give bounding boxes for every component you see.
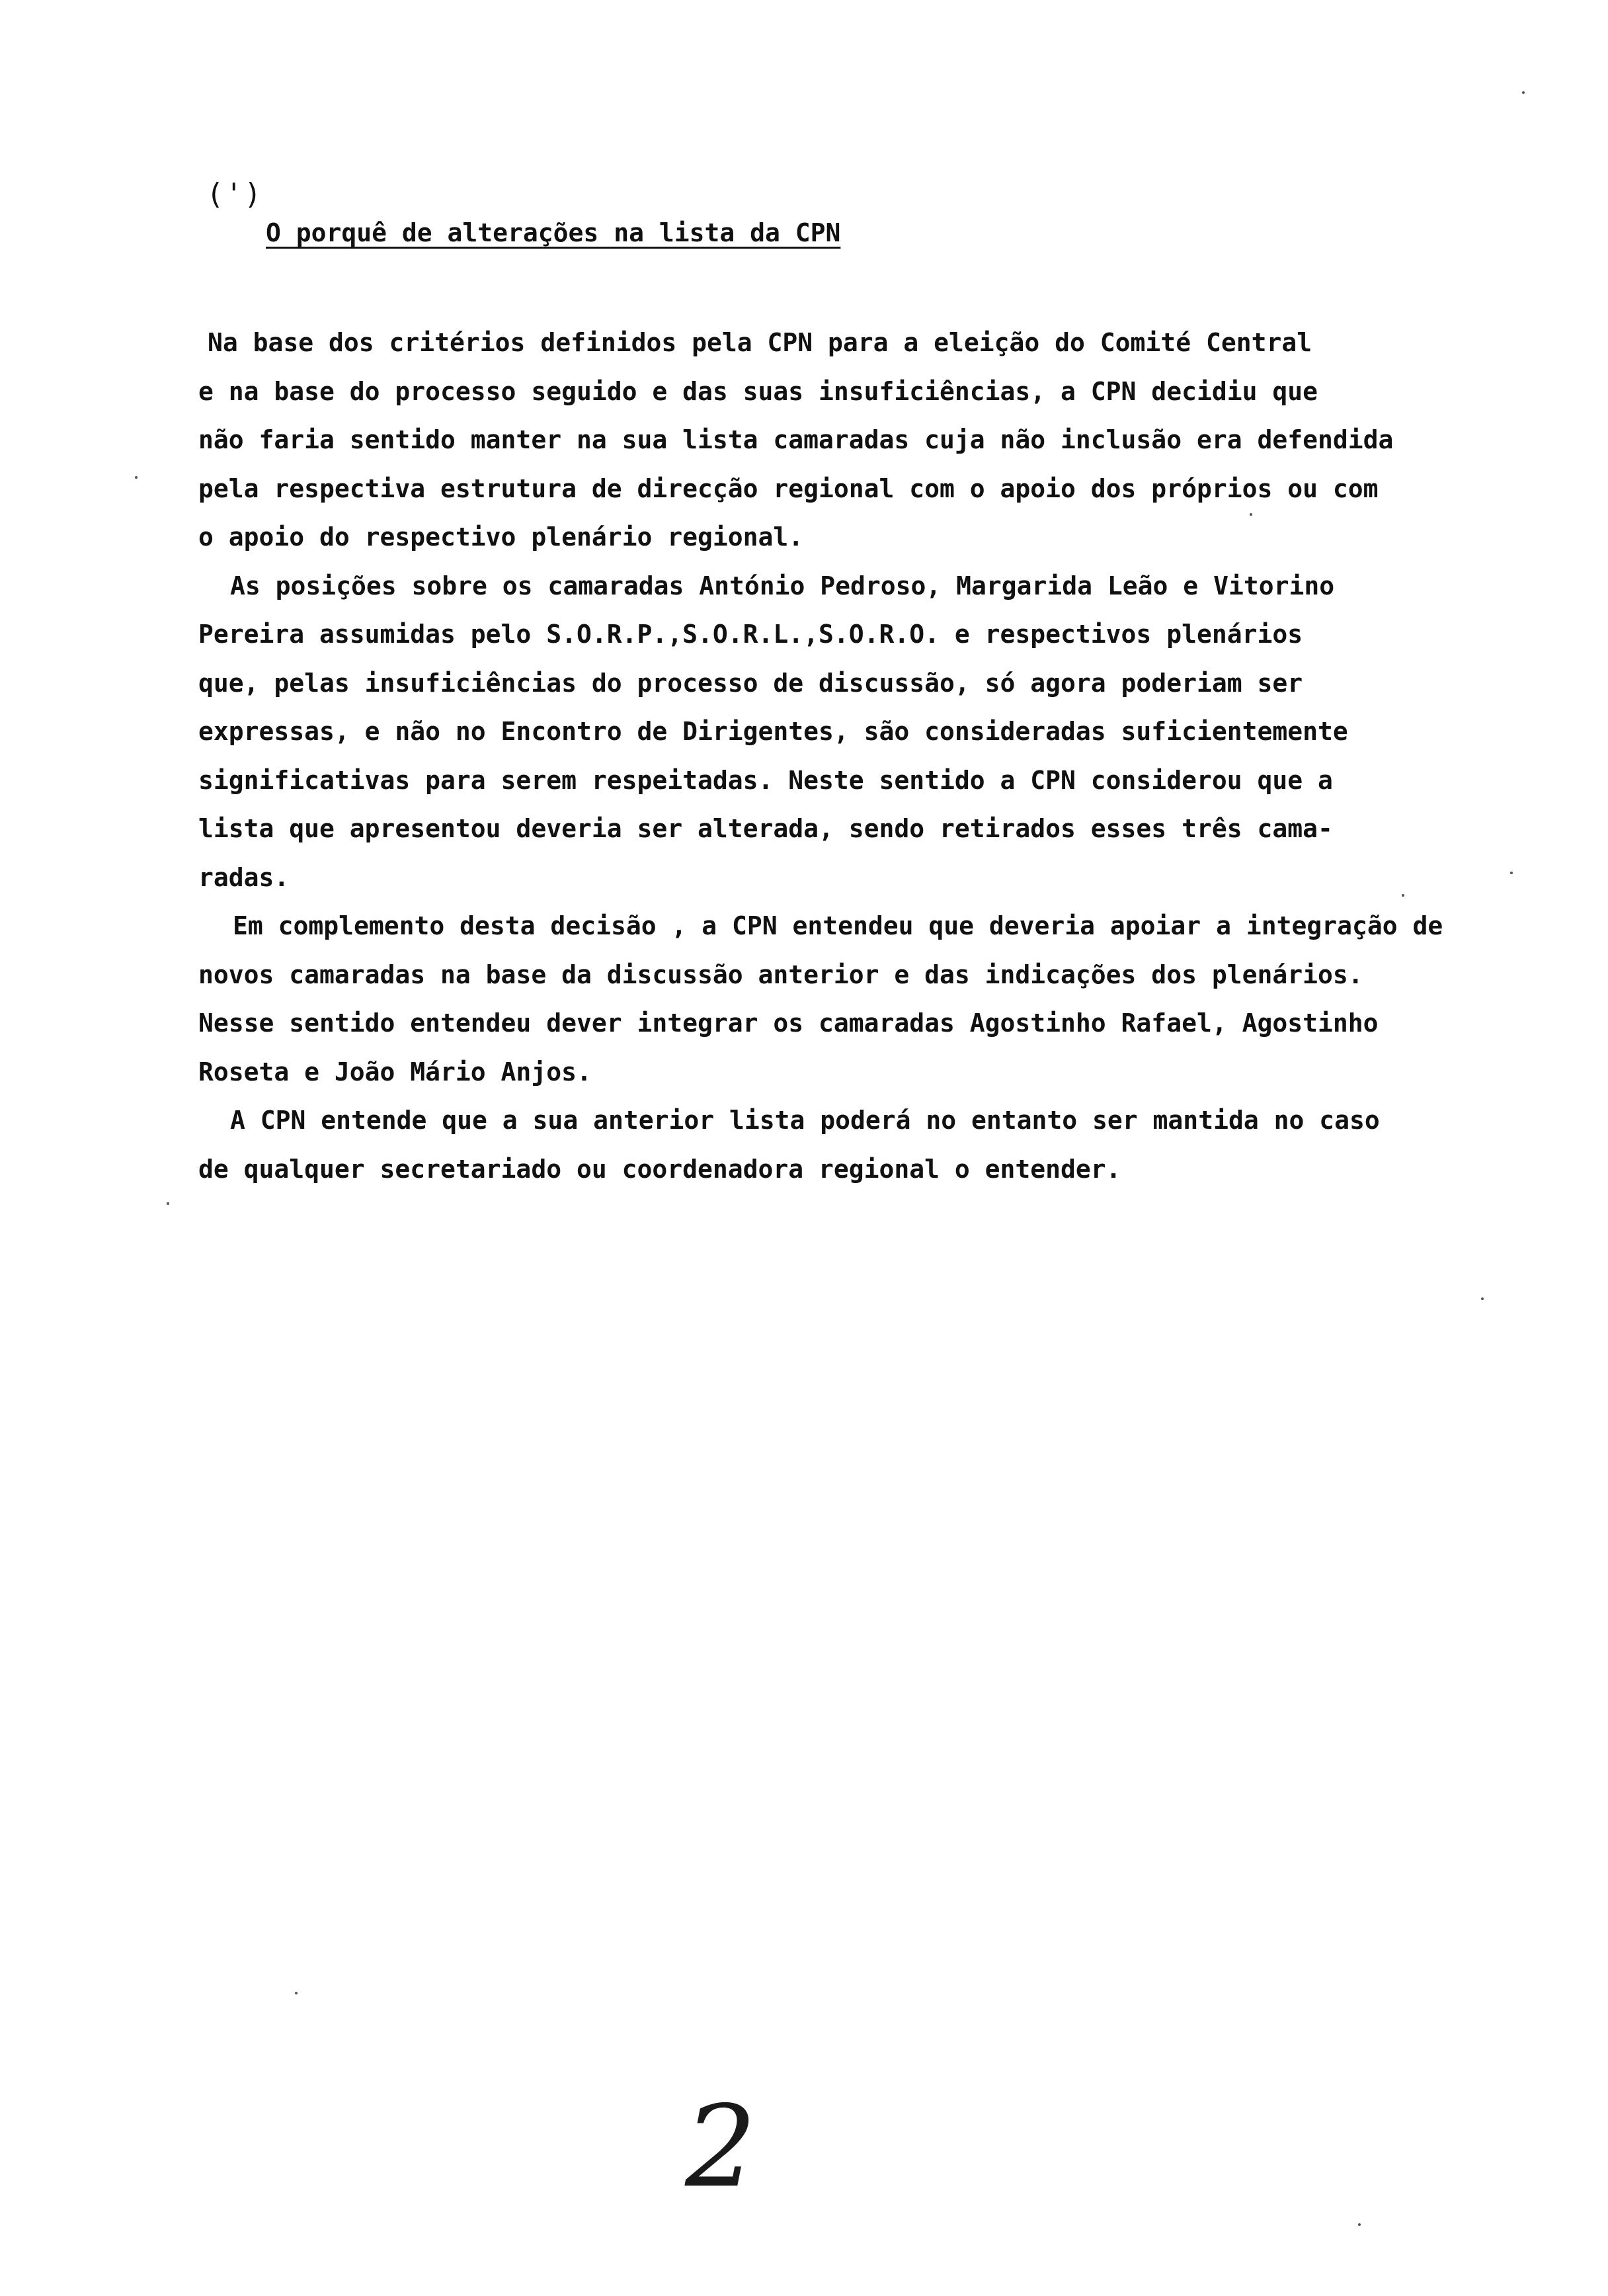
scan-speck — [1522, 91, 1525, 94]
scan-speck — [1358, 2223, 1361, 2226]
margin-marker: (') — [206, 177, 263, 211]
scan-speck — [135, 476, 138, 479]
scan-speck — [167, 1202, 169, 1205]
text-line: lista que apresentou deveria ser alterada, sendo retirados esses três cama- — [198, 814, 1333, 843]
text-line: As posições sobre os camaradas António Pedroso, Margarida Leão e Vitorino — [230, 571, 1335, 600]
scan-speck — [1510, 872, 1513, 874]
text-line: radas. — [198, 862, 290, 892]
scan-speck — [1250, 513, 1252, 516]
text-line: significativas para serem respeitadas. Neste sentido a CPN considerou que a — [198, 765, 1333, 795]
scan-speck — [295, 1992, 298, 1994]
text-line: novos camaradas na base da discussão anterior e das indicações dos plenários. — [198, 960, 1363, 989]
text-line: o apoio do respectivo plenário regional. — [198, 522, 804, 552]
text-line: Na base dos critérios definidos pela CPN para a eleição do Comité Central — [208, 328, 1312, 357]
text-line: expressas, e não no Encontro de Dirigentes, são consideradas suficientemente — [198, 717, 1348, 746]
page-number: 2 — [685, 2082, 757, 2213]
text-line: Nesse sentido entendeu dever integrar os camaradas Agostinho Rafael, Agostinho — [198, 1008, 1379, 1038]
text-line: que, pelas insuficiências do processo de discussão, só agora poderiam ser — [198, 668, 1303, 698]
text-line: não faria sentido manter na sua lista camaradas cuja não inclusão era defendida — [198, 425, 1394, 454]
text-line: pela respectiva estrutura de direcção regional com o apoio dos próprios ou com — [198, 473, 1379, 503]
scan-speck — [1402, 894, 1404, 897]
text-line: A CPN entende que a sua anterior lista poderá no entanto ser mantida no caso — [230, 1106, 1380, 1135]
document-title: O porquê de alterações na lista da CPN — [266, 218, 841, 247]
document-body — [198, 319, 1587, 1194]
text-line: e na base do processo seguido e das suas insuficiências, a CPN decidiu que — [198, 376, 1318, 406]
text-line: de qualquer secretariado ou coordenadora regional o entender. — [198, 1154, 1121, 1184]
text-line: Pereira assumidas pelo S.O.R.P.,S.O.R.L.,S.O.R.O. e respectivos plenários — [198, 620, 1303, 649]
text-line: Em complemento desta decisão , a CPN entendeu que deveria apoiar a integração de — [233, 911, 1443, 940]
scan-speck — [1481, 1297, 1484, 1300]
text-line: Roseta e João Mário Anjos. — [198, 1057, 592, 1086]
